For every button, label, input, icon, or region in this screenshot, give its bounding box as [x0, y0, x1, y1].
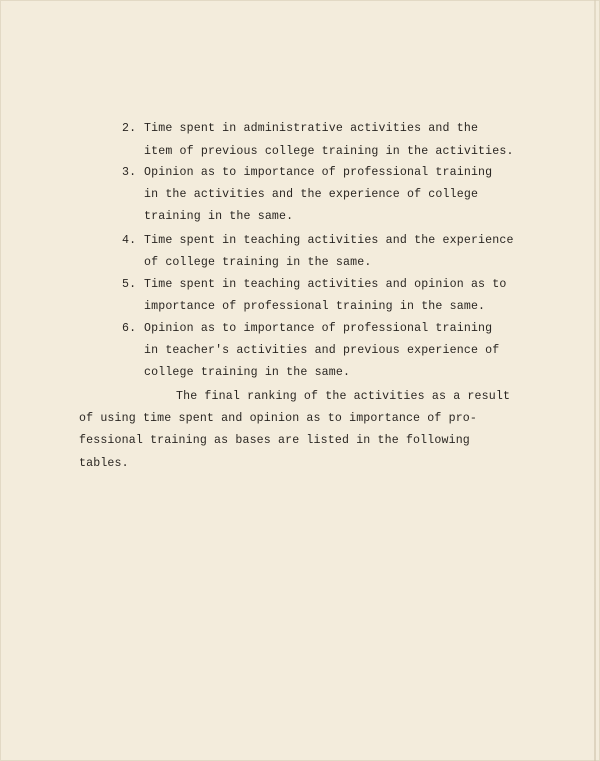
paragraph-line: tables. [79, 457, 129, 470]
paragraph-line: of using time spent and opinion as to importance of pro- [79, 412, 478, 425]
paragraph-line: fessional training as bases are listed in the following [79, 434, 470, 447]
item-number: 6. [122, 322, 137, 335]
item-line: of college training in the same. [144, 256, 372, 269]
item-line: college training in the same. [144, 366, 351, 379]
item-line: Opinion as to importance of professional training [144, 322, 493, 335]
item-line: in the activities and the experience of college [144, 188, 479, 201]
item-line: Time spent in administrative activities and the [144, 122, 479, 135]
paragraph-line: The final ranking of the activities as a result [176, 390, 511, 403]
item-line: item of previous college training in the activities. [144, 145, 514, 158]
item-line: Time spent in teaching activities and opinion as to [144, 278, 507, 291]
item-number: 4. [122, 234, 137, 247]
item-line: Time spent in teaching activities and the experience [144, 234, 514, 247]
item-line: training in the same. [144, 210, 294, 223]
item-line: in teacher's activities and previous experience of [144, 344, 500, 357]
item-line: importance of professional training in the same. [144, 300, 486, 313]
item-number: 2. [122, 122, 137, 135]
item-line: Opinion as to importance of professional training [144, 166, 493, 179]
item-number: 5. [122, 278, 137, 291]
item-number: 3. [122, 166, 137, 179]
